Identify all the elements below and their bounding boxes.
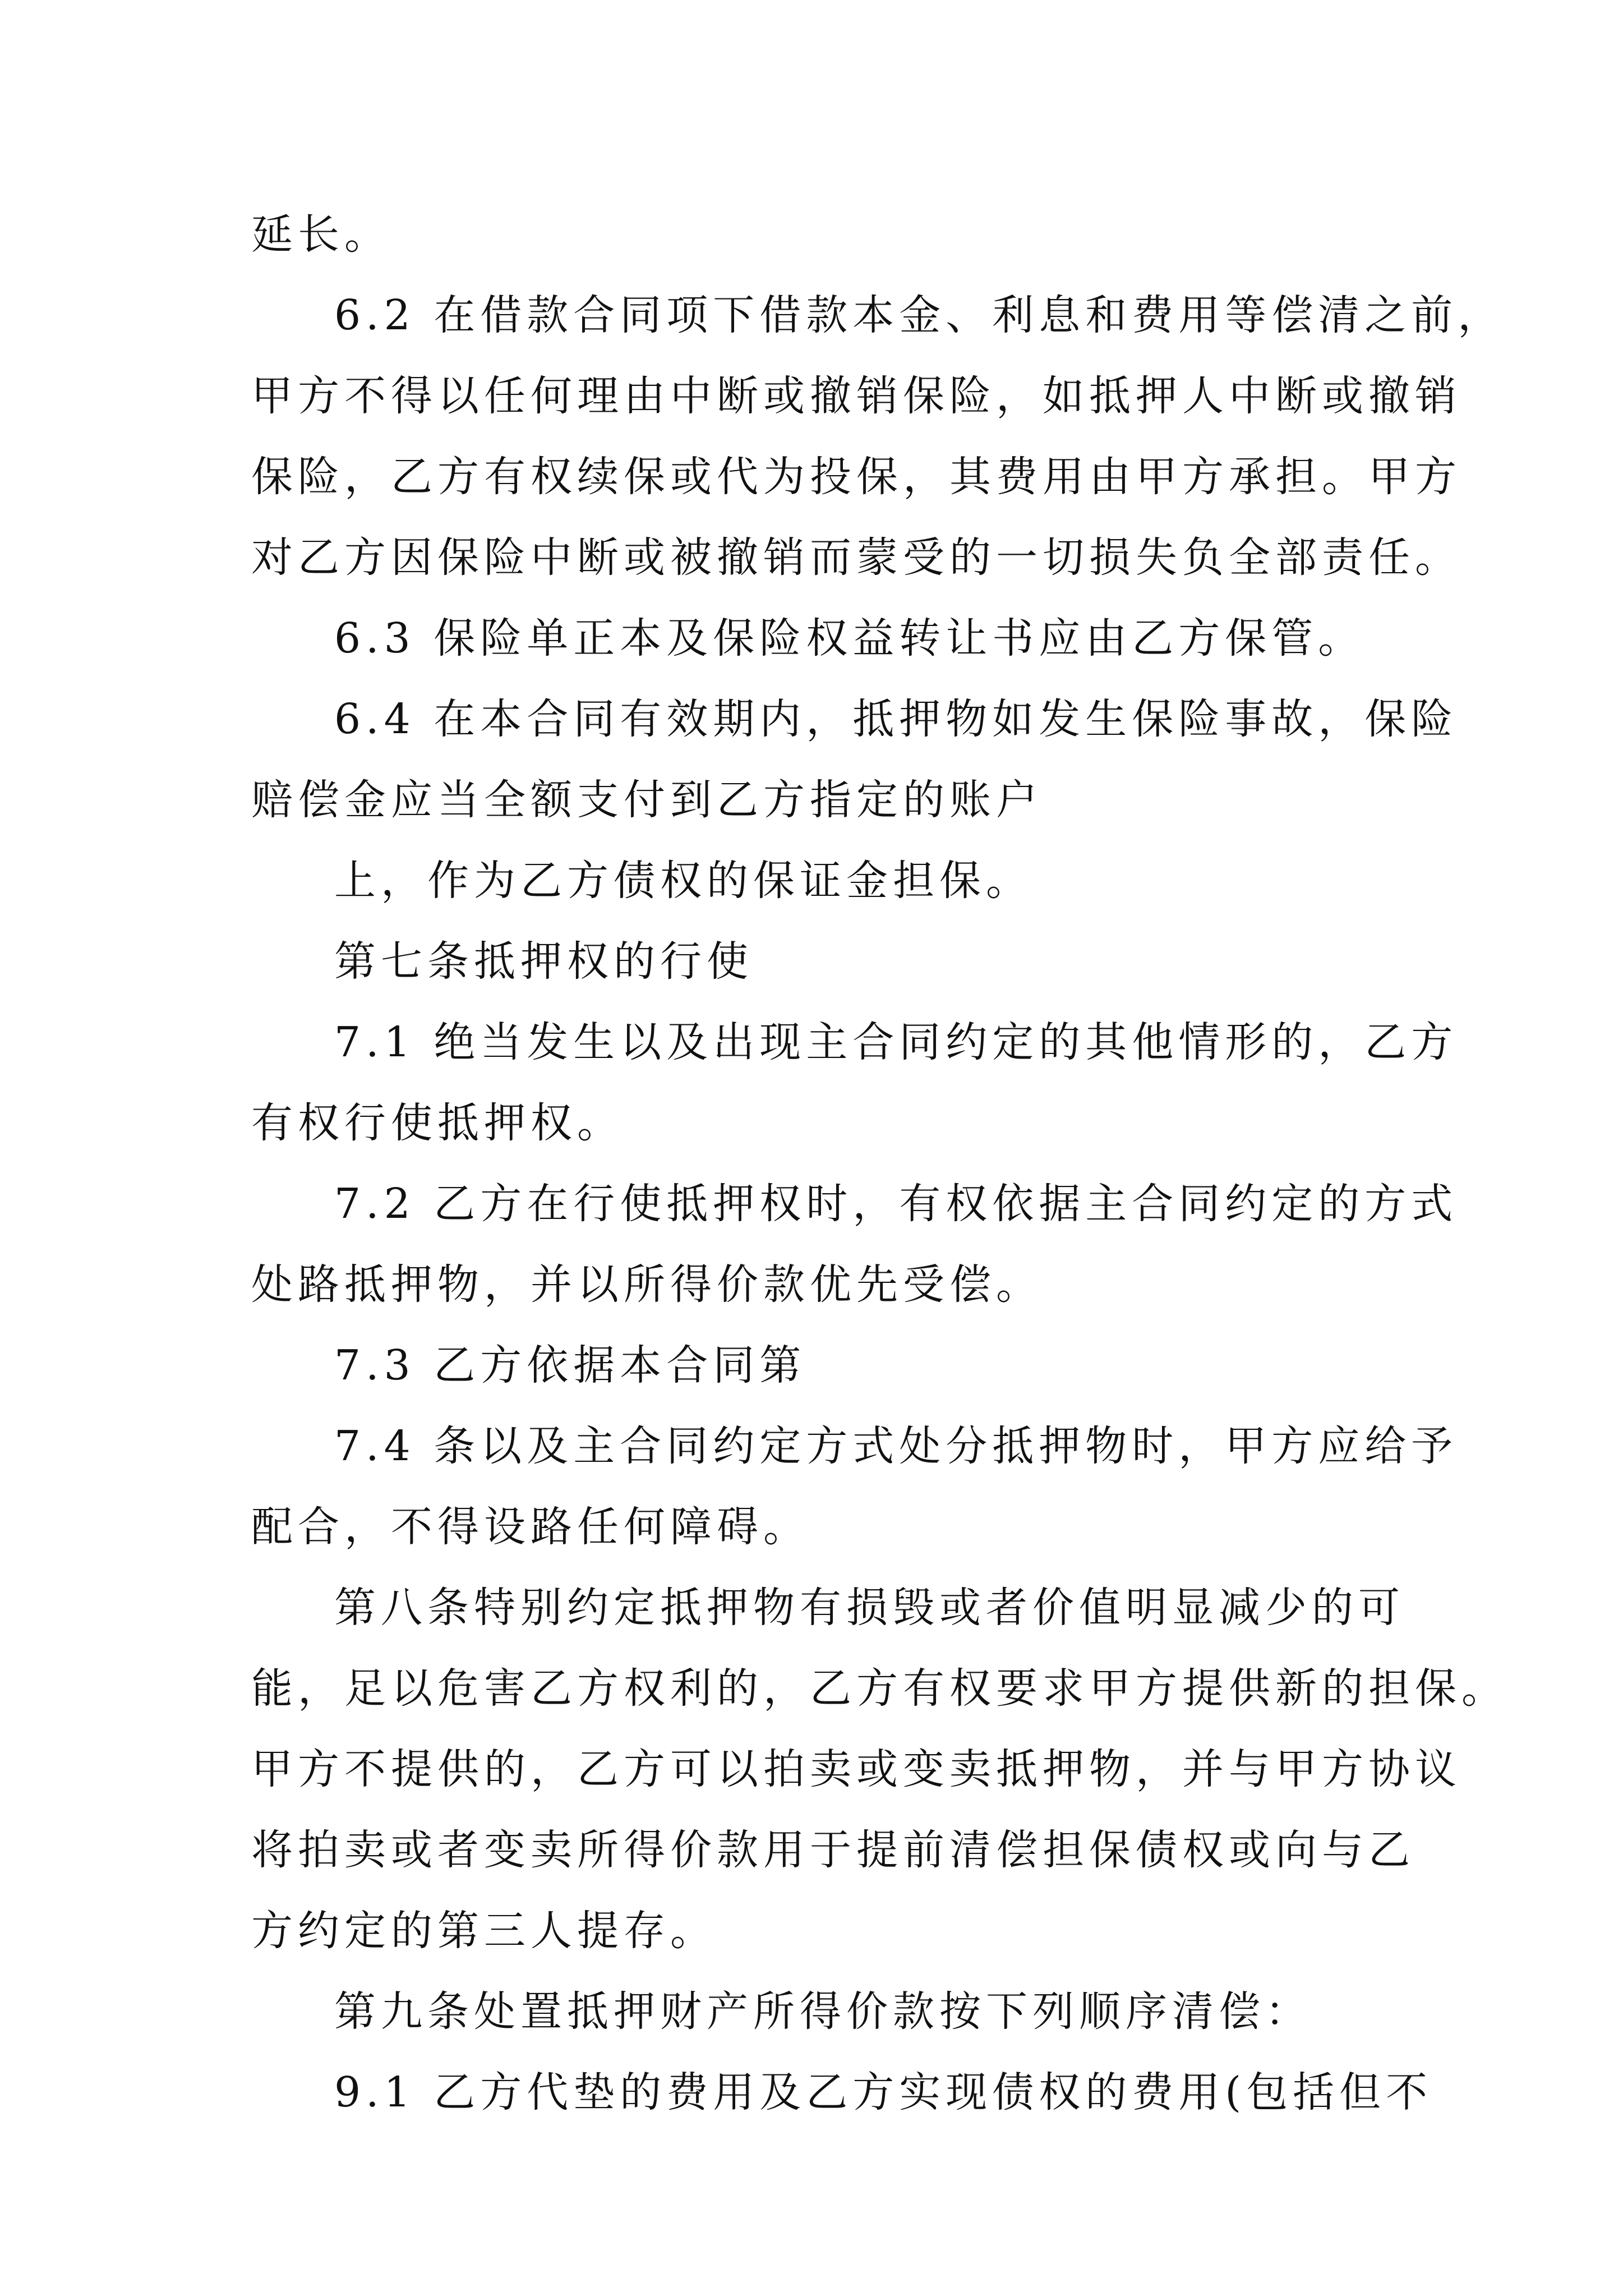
text-line-18: 第八条特别约定抵押物有损毁或者价值明显减少的可 (334, 1584, 1405, 1632)
text-line-16: 7.4 条以及主合同约定方式处分抵押物时，甲方应给予 (334, 1422, 1458, 1470)
text-line-20: 甲方不提供的，乙方可以拍卖或变卖抵押物，并与甲方协议 (251, 1745, 1461, 1793)
text-line-19: 能，足以危害乙方权利的，乙方有权要求甲方提供新的担保。 (251, 1664, 1508, 1713)
text-line-12: 有权行使抵押权。 (251, 1099, 624, 1147)
text-line-24: 9.1 乙方代垫的费用及乙方实现债权的费用(包括但不 (334, 2068, 1433, 2116)
text-line-5: 对乙方因保险中断或被撤销而蒙受的一切损失负全部责任。 (251, 533, 1461, 582)
text-line-8: 赔偿金应当全额支付到乙方指定的账户 (251, 776, 1043, 824)
text-line-14: 处路抵押物，并以所得价款优先受偿。 (251, 1260, 1043, 1309)
text-line-9: 上，作为乙方债权的保证金担保。 (334, 857, 1032, 905)
text-line-21: 将拍卖或者变卖所得价款用于提前清偿担保债权或向与乙 (251, 1826, 1415, 1874)
text-line-2: 6.2 在借款合同项下借款本金、利息和费用等偿清之前， (334, 291, 1505, 339)
text-line-22: 方约定的第三人提存。 (251, 1907, 717, 1955)
text-line-4: 保险，乙方有权续保或代为投保，其费用由甲方承担。甲方 (251, 453, 1461, 501)
text-line-15: 7.3 乙方依据本合同第 (334, 1341, 806, 1389)
text-line-7: 6.4 在本合同有效期内，抵押物如发生保险事故，保险 (334, 695, 1458, 743)
text-line-23: 第九条处置抵押财产所得价款按下列顺序清偿： (334, 1987, 1312, 2036)
text-line-17: 配合，不得设路任何障碍。 (251, 1503, 810, 1551)
text-line-11: 7.1 绝当发生以及出现主合同约定的其他情形的，乙方 (334, 1018, 1458, 1066)
text-line-10: 第七条抵押权的行使 (334, 937, 753, 986)
text-line-1: 延长。 (251, 210, 391, 259)
text-line-6: 6.3 保险单正本及保险权益转让书应由乙方保管。 (334, 614, 1365, 662)
text-line-13: 7.2 乙方在行使抵押权时，有权依据主合同约定的方式 (334, 1180, 1458, 1228)
text-line-3: 甲方不得以任何理由中断或撤销保险，如抵押人中断或撤销 (251, 372, 1461, 420)
